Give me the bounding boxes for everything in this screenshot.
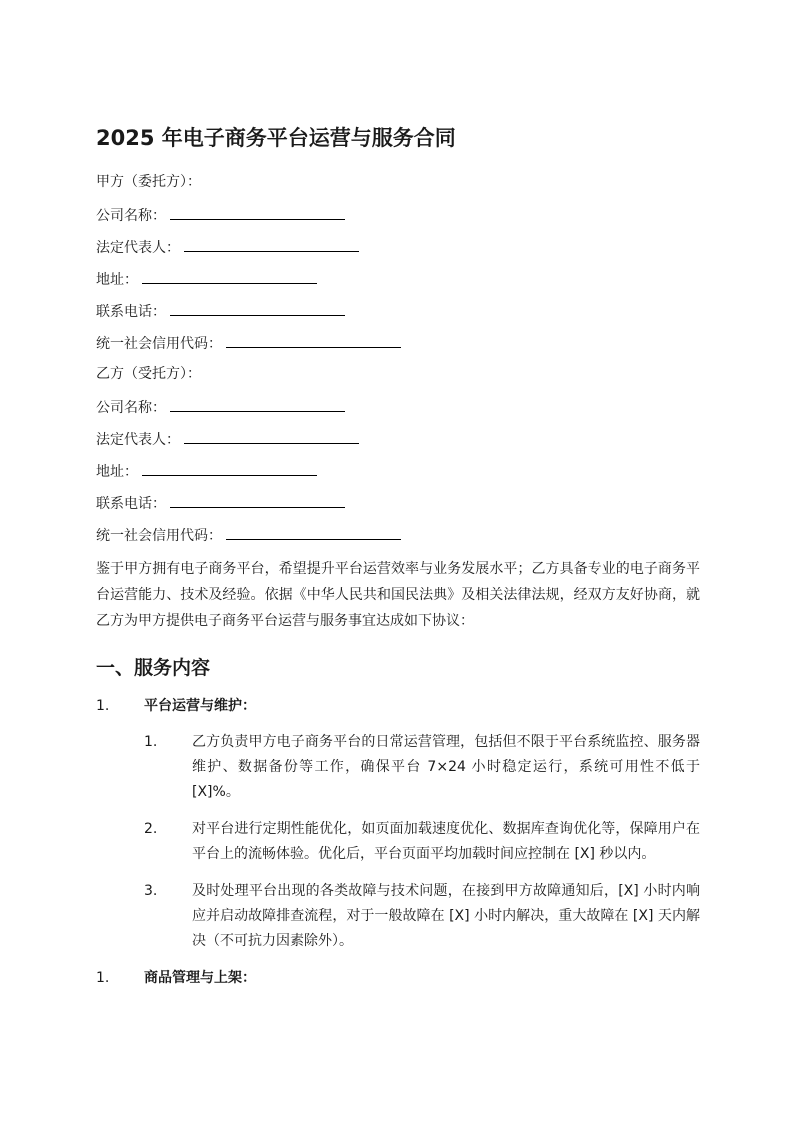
fill-in-blank[interactable] bbox=[142, 458, 317, 476]
sub-list-text: 乙方负责甲方电子商务平台的日常运营管理，包括但不限于平台系统监控、服务器维护、数据备份等工作，确保平台 7×24 小时稳定运行，系统可用性不低于 [X]%。 bbox=[192, 734, 700, 800]
preamble-paragraph: 鉴于甲方拥有电子商务平台，希望提升平台运营效率与业务发展水平；乙方具备专业的电子商务平台运营能力、技术及经验。依据《中华人民共和国民法典》及相关法律法规，经双方友好协商，就乙方为甲方提供电子商务平台运营与服务事宜达成如下协议： bbox=[96, 561, 700, 629]
party-b-address bbox=[96, 458, 700, 490]
sub-list-item bbox=[96, 817, 700, 867]
section-heading: 一、服务内容 bbox=[96, 657, 211, 679]
list-item-title: 平台运营与维护： bbox=[144, 698, 256, 714]
field-label: 公司名称： bbox=[96, 400, 166, 416]
fill-in-blank[interactable] bbox=[184, 234, 359, 252]
sub-list-text: 对平台进行定期性能优化，如页面加载速度优化、数据库查询优化等，保障用户在平台上的流畅体验。优化后，平台页面平均加载时间应控制在 [X] 秒以内。 bbox=[192, 821, 700, 862]
party-b-company-name bbox=[96, 394, 700, 426]
list-number: 2. bbox=[144, 821, 158, 837]
fill-in-blank[interactable] bbox=[170, 202, 345, 220]
fill-in-blank[interactable] bbox=[170, 298, 345, 316]
contract-page bbox=[96, 120, 700, 1002]
fill-in-blank[interactable] bbox=[226, 522, 401, 540]
party-a-address bbox=[96, 266, 700, 298]
fill-in-blank[interactable] bbox=[142, 266, 317, 284]
field-label: 联系电话： bbox=[96, 304, 166, 320]
field-label: 法定代表人： bbox=[96, 432, 180, 448]
sub-list-item bbox=[96, 730, 700, 805]
field-label: 地址： bbox=[96, 464, 138, 480]
field-label: 联系电话： bbox=[96, 496, 166, 512]
field-label: 地址： bbox=[96, 272, 138, 288]
list-number: 1. bbox=[96, 698, 110, 714]
list-number: 1. bbox=[144, 734, 158, 750]
field-label: 统一社会信用代码： bbox=[96, 528, 222, 544]
list-number: 3. bbox=[144, 883, 158, 899]
party-b-heading: 乙方（受托方）： bbox=[96, 366, 201, 382]
list-number: 1. bbox=[96, 970, 110, 986]
party-a-legal-rep bbox=[96, 234, 700, 266]
sub-list-item bbox=[96, 879, 700, 954]
party-a-heading: 甲方（委托方）： bbox=[96, 174, 201, 190]
party-a-credit-code bbox=[96, 330, 700, 362]
party-a-phone bbox=[96, 298, 700, 330]
party-a-company-name bbox=[96, 202, 700, 234]
party-b-phone bbox=[96, 490, 700, 522]
sub-list-text: 及时处理平台出现的各类故障与技术问题，在接到甲方故障通知后，[X] 小时内响应并启动故障排查流程，对于一般故障在 [X] 小时内解决，重大故障在 [X] 天内解决（不可抗力因素除外）。 bbox=[192, 883, 700, 949]
field-label: 法定代表人： bbox=[96, 240, 180, 256]
fill-in-blank[interactable] bbox=[170, 490, 345, 508]
fill-in-blank[interactable] bbox=[226, 330, 401, 348]
list-item-title: 商品管理与上架： bbox=[144, 970, 256, 986]
fill-in-blank[interactable] bbox=[184, 426, 359, 444]
party-b-credit-code bbox=[96, 522, 700, 554]
fill-in-blank[interactable] bbox=[170, 394, 345, 412]
list-item bbox=[96, 694, 700, 718]
field-label: 统一社会信用代码： bbox=[96, 336, 222, 352]
document-title: 2025 年电子商务平台运营与服务合同 bbox=[96, 126, 456, 150]
party-b-legal-rep bbox=[96, 426, 700, 458]
list-item bbox=[96, 966, 700, 990]
field-label: 公司名称： bbox=[96, 208, 166, 224]
